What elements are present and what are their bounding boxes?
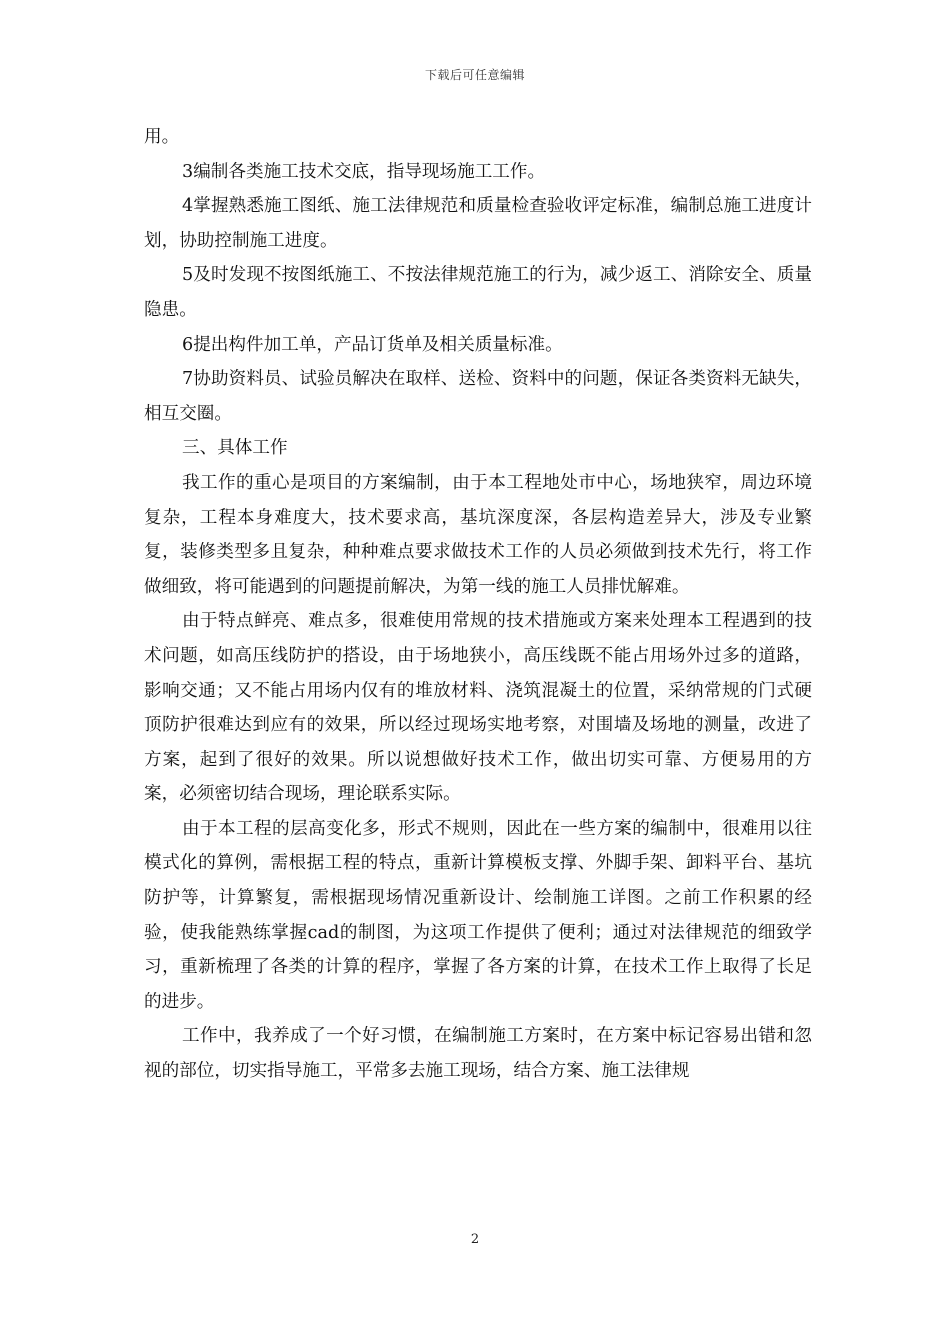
paragraph: 7协助资料员、试验员解决在取样、送检、资料中的问题，保证各类资料无缺失，相互交圈。 bbox=[144, 369, 812, 424]
paragraph: 4掌握熟悉施工图纸、施工法律规范和质量检查验收评定标准，编制总施工进度计划，协助控制施工进度。 bbox=[144, 196, 812, 251]
paragraph: 3编制各类施工技术交底，指导现场施工工作。 bbox=[182, 161, 546, 182]
paragraph: 6提出构件加工单，产品订货单及相关质量标准。 bbox=[182, 334, 563, 355]
paragraph: 工作中，我养成了一个好习惯，在编制施工方案时，在方案中标记容易出错和忽视的部位，切实指导施工，平常多去施工现场，结合方案、施工法律规 bbox=[144, 1026, 812, 1082]
section-heading: 三、具体工作 bbox=[182, 438, 288, 459]
page-number: 2 bbox=[470, 1232, 480, 1247]
page-header: 下载后可任意编辑 bbox=[424, 68, 525, 82]
paragraph: 5及时发现不按图纸施工、不按法律规范施工的行为，减少返工、消除安全、质量隐患。 bbox=[144, 265, 812, 320]
paragraph: 用。 bbox=[144, 127, 180, 147]
paragraph: 我工作的重心是项目的方案编制，由于本工程地处市中心，场地狭窄，周边环境复杂，工程本身难度大，技术要求高，基坑深度深，各层构造差异大，涉及专业繁复，装修类型多且复杂，种种难点要求做技术工作的人员必须做到技术先行，将工作做细致，将可能遇到的问题提前解决，为第一线的施工人员排忧解难。 bbox=[144, 472, 812, 597]
document-body bbox=[144, 120, 812, 1089]
paragraph: 由于本工程的层高变化多，形式不规则，因此在一些方案的编制中，很难用以往模式化的算例，需根据工程的特点，重新计算模板支撑、外脚手架、卸料平台、基坑防护等，计算繁复，需根据现场情况重新设计、绘制施工详图。之前工作积累的经验，使我能熟练掌握cad的制图，为这项工作提供了便利；通过对法律规范的细致学习，重新梳理了各类的计算的程序，掌握了各方案的计算，在技术工作上取得了长足的进步。 bbox=[144, 818, 812, 1012]
paragraph: 由于特点鲜亮、难点多，很难使用常规的技术措施或方案来处理本工程遇到的技术问题，如高压线防护的搭设，由于场地狭小，高压线既不能占用场外过多的道路，影响交通；又不能占用场内仅有的堆放材料、浇筑混凝土的位置，采纳常规的门式硬顶防护很难达到应有的效果，所以经过现场实地考察，对围墙及场地的测量，改进了方案，起到了很好的效果。所以说想做好技术工作，做出切实可靠、方便易用的方案，必须密切结合现场，理论联系实际。 bbox=[144, 611, 812, 805]
